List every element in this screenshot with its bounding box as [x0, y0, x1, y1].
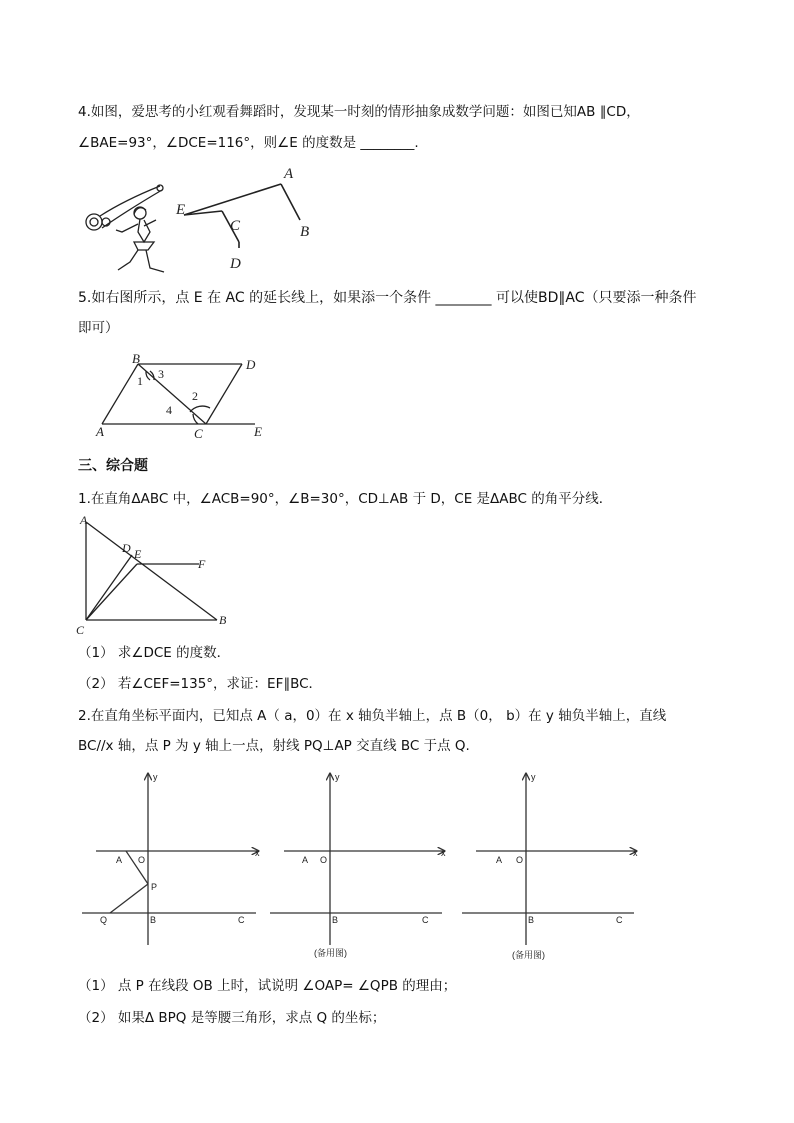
p2-question-2: （2） 如果Δ BPQ 是等腰三角形，求点 Q 的坐标；: [78, 1010, 386, 1026]
p2-fig2-x: x: [441, 848, 446, 858]
q4-text-line1: 4.如图，爱思考的小红观看舞蹈时，发现某一时刻的情形抽象成数学问题：如图已知AB ∥CD，: [78, 104, 640, 120]
p2-fig1-O: O: [138, 855, 146, 865]
q5-angle-3: 3: [158, 367, 164, 381]
q4-text-line2: ∠BAE=93°，∠DCE=116°，则∠E 的度数是 ________.: [78, 135, 419, 151]
p2-fig1-P: P: [151, 882, 158, 892]
q4-label-B: B: [300, 224, 310, 240]
p2-fig1-B: B: [150, 915, 157, 925]
q5-label-C: C: [194, 426, 203, 441]
p2-fig3-C: C: [616, 915, 623, 925]
p1-label-F: F: [198, 557, 206, 571]
p1-label-C: C: [76, 623, 85, 637]
p2-fig2-caption: (备用图): [314, 948, 347, 958]
p2-fig1-y: y: [153, 772, 158, 782]
p2-fig2-O: O: [320, 855, 328, 865]
q4-label-C: C: [230, 218, 241, 234]
p2-figure-spare-2: [460, 770, 645, 965]
q5-text-line1: 5.如右图所示，点 E 在 AC 的延长线上，如果添一个条件 ________ 可以使BD∥AC（只要添一种条件: [78, 290, 697, 306]
q5-figure: [90, 352, 280, 444]
p1-label-A: A: [80, 513, 88, 527]
p2-fig3-caption: (备用图): [512, 950, 545, 960]
p2-fig3-y: y: [531, 772, 536, 782]
q5-label-A: A: [96, 424, 104, 439]
p1-question-1: （1） 求∠DCE 的度数．: [78, 645, 231, 661]
p2-fig1-Q: Q: [100, 915, 108, 925]
q5-label-B: B: [132, 351, 140, 366]
p1-question-2: （2） 若∠CEF=135°，求证：EF∥BC．: [78, 676, 323, 692]
dancer-illustration: [80, 180, 175, 280]
p2-fig2-y: y: [335, 772, 340, 782]
q5-label-E: E: [254, 424, 262, 439]
p1-label-B: B: [219, 613, 227, 627]
p1-label-E: E: [134, 547, 142, 561]
p2-fig3-A: A: [496, 855, 503, 865]
p2-fig1-C: C: [238, 915, 245, 925]
q4-label-E: E: [176, 202, 186, 218]
p2-fig2-A: A: [302, 855, 309, 865]
p2-stem-line2: BC//x 轴，点 P 为 y 轴上一点，射线 PQ⊥AP 交直线 BC 于点 Q.: [78, 738, 470, 754]
q5-angle-2: 2: [192, 389, 198, 403]
p2-question-1: （1） 点 P 在线段 OB 上时，试说明 ∠OAP= ∠QPB 的理由；: [78, 978, 457, 994]
p2-figure-spare-1: [268, 770, 453, 965]
p2-fig3-x: x: [633, 848, 638, 858]
p2-stem-line1: 2.在直角坐标平面内，已知点 A（ a，0）在 x 轴负半轴上，点 B（0， b）在 y 轴负半轴上，直线: [78, 708, 667, 724]
p1-stem: 1.在直角ΔABC 中，∠ACB=90°，∠B=30°，CD⊥AB 于 D，CE 是ΔABC 的角平分线．: [78, 491, 613, 507]
q5-text-line2: 即可）: [78, 320, 119, 336]
section3-title: 三、综合题: [78, 458, 148, 474]
q4-line-AB: [281, 184, 300, 220]
p1-figure: [74, 512, 244, 636]
p2-fig2-B: B: [332, 915, 339, 925]
q5-angle-4: 4: [166, 403, 172, 417]
p2-fig3-B: B: [528, 915, 535, 925]
p2-fig2-C: C: [422, 915, 429, 925]
p2-figure-main: [80, 770, 265, 955]
q4-line-EA: [184, 184, 281, 215]
q5-label-D: D: [246, 357, 256, 372]
p2-fig3-O: O: [516, 855, 524, 865]
p2-fig1-x: x: [255, 848, 260, 858]
q4-label-A: A: [284, 166, 294, 182]
q4-figure: [172, 160, 332, 280]
p2-fig1-A: A: [116, 855, 123, 865]
q5-angle-1: 1: [137, 374, 143, 388]
p1-label-D: D: [122, 541, 131, 555]
q4-label-D: D: [230, 256, 241, 272]
